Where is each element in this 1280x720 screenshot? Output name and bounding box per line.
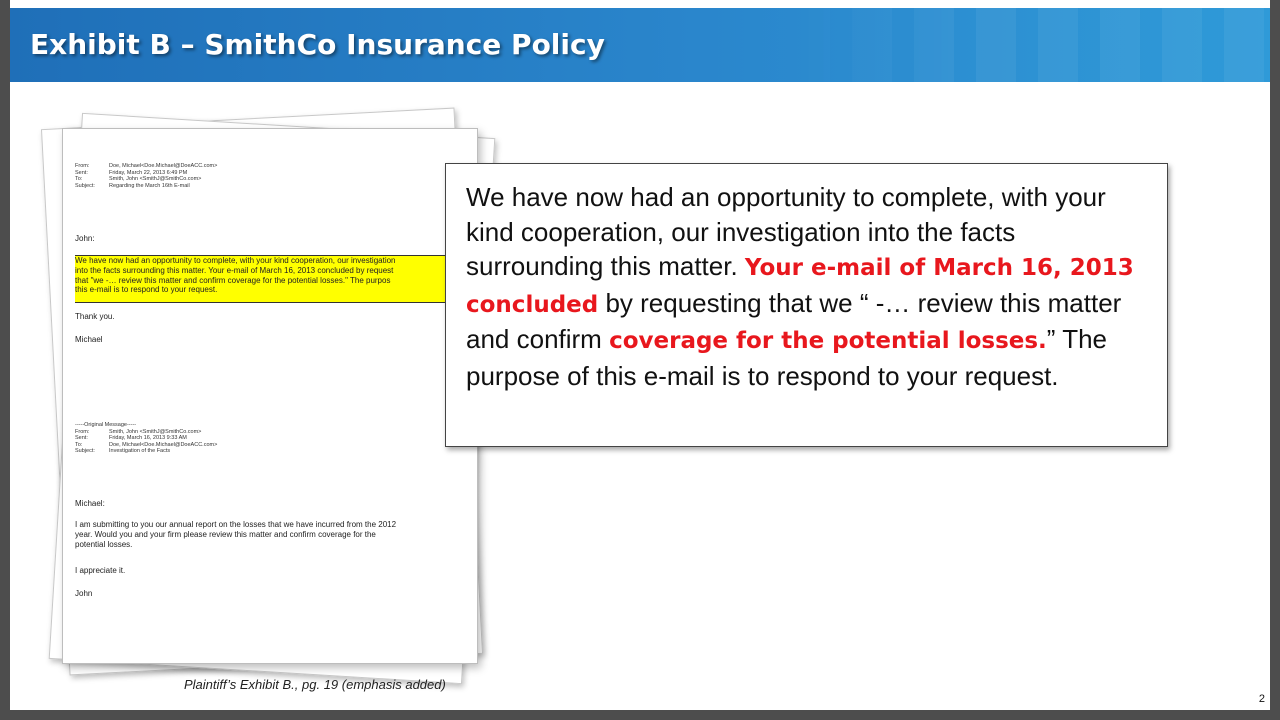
body-line: year. Would you and your firm please review this matter and confirm coverage for the [75, 530, 376, 539]
slide-title: Exhibit B – SmithCo Insurance Policy [30, 28, 605, 61]
header-key: Subject: [75, 448, 95, 454]
signoff-michael: Michael [75, 335, 103, 344]
thank-you-line: Thank you. [75, 312, 115, 321]
header-value: Doe, Michael<Doe.Michael@DoeACC.com> [109, 441, 218, 448]
body-line: I am submitting to you our annual report on the losses that we have incurred from the 2012 [75, 520, 397, 529]
highlight-line: into the facts surrounding this matter. Your e-mail of March 16, 2013 concluded by request [75, 265, 394, 275]
signoff-john: John [75, 589, 93, 598]
salutation-michael: Michael: [75, 499, 105, 508]
email-document-page [62, 128, 478, 664]
body-line: potential losses. [75, 540, 133, 549]
header-key: From: [75, 163, 90, 169]
salutation-john: John: [75, 234, 95, 243]
callout-text: We have now had an opportunity to complete, with your kind cooperation, our investigation into the facts surrounding this matter. [466, 182, 1106, 282]
callout-text: ” The purpose of this e-mail is to respond to your request. [466, 324, 1108, 391]
exhibit-caption: Plaintiff’s Exhibit B., pg. 19 (emphasis added) [184, 677, 446, 692]
callout-emphasis: coverage for the potential losses. [609, 328, 1047, 355]
callout-emphasis: Your e-mail of March 16, 2013 concluded [466, 255, 1134, 318]
highlight-line: this e-mail is to respond to your request. [75, 285, 218, 295]
appreciate-line: I appreciate it. [75, 566, 126, 575]
header-key: Subject: [75, 182, 95, 189]
header-key: Sent: [75, 169, 88, 176]
slide [10, 0, 1270, 710]
header-value: Smith, John <SmithJ@SmithCo.com> [109, 176, 202, 182]
title-bar-decoration [790, 8, 1270, 82]
highlighted-paragraph [75, 255, 473, 303]
header-value: Regarding the March 16th E-mail [109, 182, 190, 189]
email-header-reply [75, 163, 455, 189]
header-value: Smith, John <SmithJ@SmithCo.com> [109, 428, 202, 435]
header-value: Investigation of the Facts [109, 448, 171, 454]
page-number: 2 [1258, 693, 1265, 705]
title-bar [10, 8, 1270, 82]
original-message-divider: -----Original Message----- [75, 422, 137, 428]
header-value: Doe, Michael<Doe.Michael@DoeACC.com> [109, 163, 218, 169]
callout-text: by requesting that we “ -… review this matter and confirm [466, 287, 1122, 355]
header-value: Friday, March 16, 2013 9:33 AM [109, 435, 187, 441]
highlight-line: that "we -… review this matter and confirm coverage for the potential losses." The purpos [75, 275, 391, 285]
header-key: To: [75, 176, 83, 182]
header-key: Sent: [75, 435, 88, 441]
email-header-original [75, 422, 455, 455]
quote-callout [445, 163, 1168, 447]
header-value: Friday, March 22, 2013 6:49 PM [109, 169, 188, 176]
highlight-line: We have now had an opportunity to complete, with your kind cooperation, our investigation [75, 256, 396, 265]
header-key: To: [75, 441, 83, 448]
header-key: From: [75, 428, 90, 435]
